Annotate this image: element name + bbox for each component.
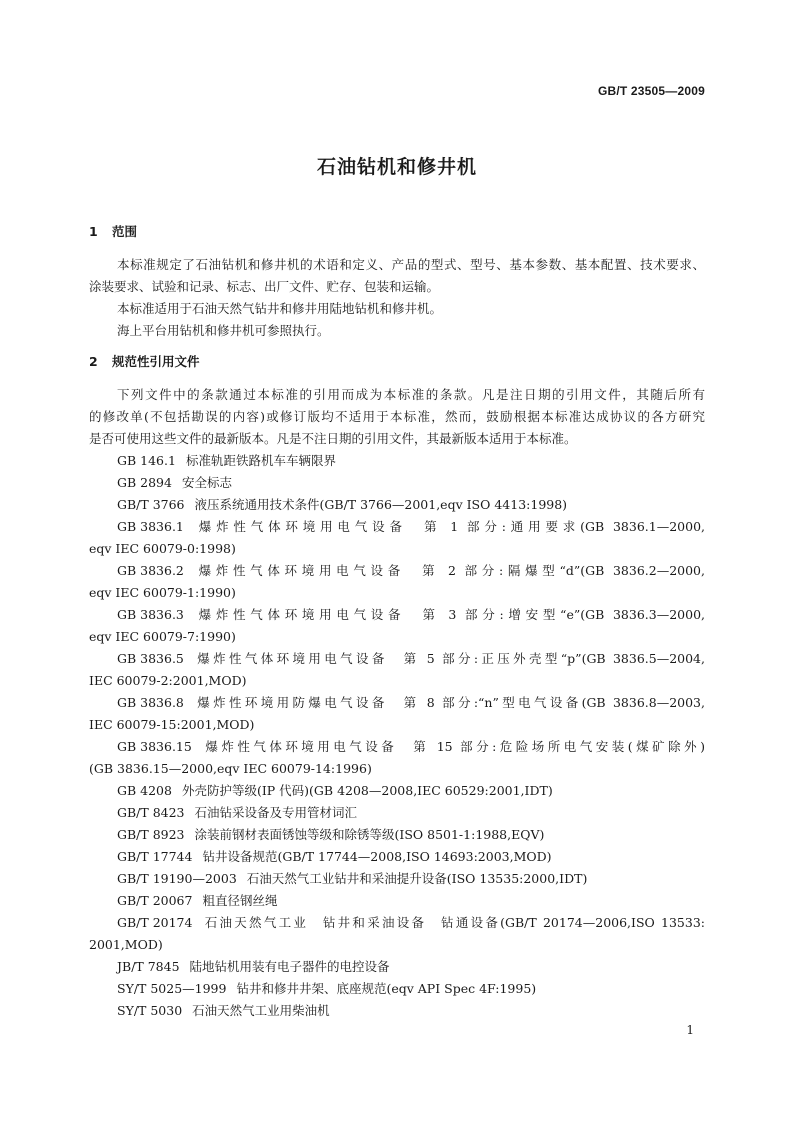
reference-code: GB/T 20174 (117, 915, 193, 930)
section-1-paragraph-line: 本标准规定了石油钻机和修井机的术语和定义、产品的型式、型号、基本参数、基本配置、技术要求、 (117, 257, 705, 272)
reference-continuation: IEC 60079-15:2001,MOD) (89, 717, 255, 732)
reference-title: 液压系统通用技术条件(GB/T 3766—2001,eqv ISO 4413:1998) (194, 497, 568, 512)
reference-title: 爆炸性气体环境用电气设备 第 15 部分:危险场所电气安装(煤矿除外) (201, 739, 705, 754)
reference-item (117, 824, 705, 846)
reference-code: GB 2894 (117, 475, 172, 490)
reference-continuation: eqv IEC 60079-7:1990) (89, 629, 236, 644)
reference-title: 钻井和修井井架、底座规范(eqv API Spec 4F:1995) (236, 981, 537, 996)
reference-title: 爆炸性气体环境用电气设备 第 1 部分:通用要求(GB 3836.1—2000, (193, 519, 705, 534)
reference-code: GB 3836.3 (117, 607, 184, 622)
reference-title: 安全标志 (181, 475, 232, 490)
section-1-number: 1 (89, 224, 98, 239)
reference-title: 石油钻采设备及专用管材词汇 (194, 805, 358, 820)
reference-continuation: 2001,MOD) (89, 937, 163, 952)
reference-code: GB/T 8923 (117, 827, 185, 842)
reference-item (117, 868, 705, 890)
reference-item (117, 912, 705, 934)
reference-item (117, 802, 705, 824)
reference-title: 涂装前钢材表面锈蚀等级和除锈等级(ISO 8501-1:1988,EQV) (194, 827, 545, 842)
section-1-paragraph-line: 海上平台用钻机和修井机可参照执行。 (117, 323, 330, 338)
reference-continuation: (GB 3836.15—2000,eqv IEC 60079-14:1996) (89, 761, 372, 776)
document-title: 石油钻机和修井机 (316, 156, 477, 178)
reference-title: 粗直径钢丝绳 (202, 893, 278, 908)
reference-code: GB/T 8423 (117, 805, 185, 820)
section-2-intro-line: 下列文件中的条款通过本标准的引用而成为本标准的条款。凡是注日期的引用文件，其随后所有 (117, 387, 705, 402)
section-2-intro-line: 的修改单(不包括勘误的内容)或修订版均不适用于本标准，然而，鼓励根据本标准达成协议的各方研究 (89, 409, 705, 424)
reference-code: GB 3836.1 (117, 519, 184, 534)
reference-title: 爆炸性环境用防爆电气设备 第 8 部分:“n”型电气设备(GB 3836.8—2003, (193, 695, 705, 710)
reference-title: 标准轨距铁路机车车辆限界 (185, 453, 336, 468)
section-2-heading (89, 352, 200, 370)
reference-code: SY/T 5025—1999 (117, 981, 227, 996)
reference-code: SY/T 5030 (117, 1003, 183, 1018)
section-1-paragraph-line: 本标准适用于石油天然气钻井和修井用陆地钻机和修井机。 (117, 301, 443, 316)
reference-item (117, 494, 705, 516)
reference-code: GB 3836.8 (117, 695, 184, 710)
section-1-paragraph-line: 涂装要求、试验和记录、标志、出厂文件、贮存、包装和运输。 (89, 279, 440, 294)
page-number: 1 (686, 1023, 694, 1037)
reference-item (117, 978, 705, 1000)
section-2-title: 规范性引用文件 (112, 354, 200, 369)
reference-code: GB 3836.5 (117, 651, 184, 666)
reference-title: 爆炸性气体环境用电气设备 第 2 部分:隔爆型“d”(GB 3836.2—2000, (193, 563, 705, 578)
reference-item (117, 516, 705, 538)
reference-item (117, 780, 705, 802)
reference-code: GB/T 3766 (117, 497, 185, 512)
reference-item (117, 736, 705, 758)
reference-title: 石油天然气工业用柴油机 (192, 1003, 330, 1018)
reference-item (117, 450, 705, 472)
section-2-number: 2 (89, 354, 98, 369)
reference-item (117, 472, 705, 494)
reference-continuation: eqv IEC 60079-0:1998) (89, 541, 236, 556)
reference-title: 外壳防护等级(IP 代码)(GB 4208—2008,IEC 60529:2001,IDT) (181, 783, 553, 798)
reference-item (117, 692, 705, 714)
reference-code: GB 146.1 (117, 453, 176, 468)
reference-code: GB/T 17744 (117, 849, 193, 864)
reference-item (117, 560, 705, 582)
reference-title: 石油天然气工业 钻井和采油设备 钻通设备(GB/T 20174—2006,ISO 13533: (202, 915, 705, 930)
reference-code: GB/T 20067 (117, 893, 193, 908)
reference-item (117, 648, 705, 670)
reference-title: 爆炸性气体环境用电气设备 第 3 部分:增安型“e”(GB 3836.3—2000, (193, 607, 705, 622)
reference-item (117, 604, 705, 626)
section-1-heading (89, 222, 137, 240)
reference-title: 钻井设备规范(GB/T 17744—2008,ISO 14693:2003,MOD) (202, 849, 552, 864)
reference-title: 陆地钻机用装有电子器件的电控设备 (189, 959, 390, 974)
reference-code: GB 4208 (117, 783, 172, 798)
reference-continuation: eqv IEC 60079-1:1990) (89, 585, 236, 600)
reference-continuation: IEC 60079-2:2001,MOD) (89, 673, 247, 688)
reference-item (117, 846, 705, 868)
section-1-title: 范围 (112, 224, 138, 239)
reference-code: GB 3836.2 (117, 563, 184, 578)
reference-title: 爆炸性气体环境用电气设备 第 5 部分:正压外壳型“p”(GB 3836.5—2004, (193, 651, 705, 666)
reference-item (117, 890, 705, 912)
reference-item (117, 1000, 705, 1022)
reference-code: JB/T 7845 (117, 959, 180, 974)
section-2-intro-line: 是否可使用这些文件的最新版本。凡是不注日期的引用文件，其最新版本适用于本标准。 (89, 431, 577, 446)
standard-number: GB/T 23505—2009 (597, 84, 705, 98)
reference-code: GB 3836.15 (117, 739, 192, 754)
reference-item (117, 956, 705, 978)
reference-code: GB/T 19190—2003 (117, 871, 237, 886)
reference-title: 石油天然气工业钻井和采油提升设备(ISO 13535:2000,IDT) (246, 871, 588, 886)
